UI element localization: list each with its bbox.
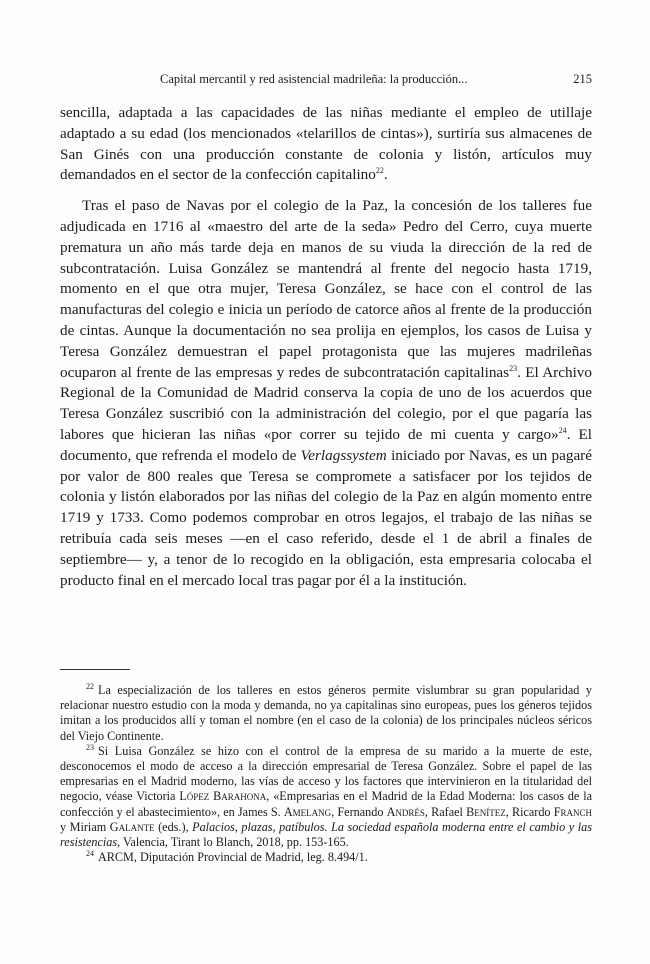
page-number: 215 bbox=[573, 72, 592, 86]
footnote-22-text: La especialización de los talleres en estos géneros permite vislumbrar su gran popularidad y relacionar nuestro estudio con la moda y demanda, no ya capitalinas sino europeas, pues los géneros tejidos imitan a los producidos allí y toman el nombre (en el caso de la colonia) de los principales núcleos séricos del Viejo Continente. bbox=[60, 683, 592, 743]
paragraph-1-end: . bbox=[383, 166, 388, 184]
footnote-22 bbox=[60, 683, 592, 744]
footnote-23-text-a: Si Luisa González se hizo con el control de la empresa de su marido a la muerte de este, desconocemos el modo de acceso a la dirección empresarial de Teresa González. Sobre el papel de las empresarias en el Madrid moderno, las vías de acceso y los factores que intervinieron en la titularidad del negocio, véase Victoria bbox=[60, 743, 592, 804]
footnote-separator bbox=[60, 669, 130, 670]
footnote-24 bbox=[60, 850, 592, 865]
footnote-23-text-h: Valencia, Tirant lo Blanch, 2018, pp. 153-165. bbox=[120, 835, 349, 850]
footnote-ref-23[interactable]: 23 bbox=[509, 363, 518, 373]
footnote-23-number: 23 bbox=[86, 742, 94, 752]
footnote-23-text-b: , «Empresarias en el Madrid de la Edad Moderna: los casos de la confección y el abastecimiento», en James S. bbox=[60, 789, 592, 819]
footnote-ref-22[interactable]: 22 bbox=[375, 166, 384, 176]
author-benitez: Benítez bbox=[466, 804, 506, 819]
footnote-23-text-e: , Ricardo bbox=[505, 804, 554, 819]
footnote-23 bbox=[60, 744, 592, 850]
footnote-24-number: 24 bbox=[86, 849, 94, 859]
footnote-22-number: 22 bbox=[86, 681, 94, 691]
author-amelang: Amelang bbox=[283, 804, 332, 819]
paragraph-1-text: sencilla, adaptada a las capacidades de las niñas mediante el empleo de utillaje adaptado a su edad (los mencionados «telarillos de cintas»), surtiría sus almacenes de San Ginés con una producción constante de colonia y listón, artículos muy demandados en el sector de la confección capitalino bbox=[60, 104, 592, 184]
footnote-23-text-f: y Miriam bbox=[60, 819, 110, 834]
term-verlagssystem: Verlagssystem bbox=[300, 446, 387, 464]
footnotes bbox=[60, 683, 592, 865]
footnote-23-text-d: , Rafael bbox=[424, 804, 467, 819]
paragraph-2 bbox=[60, 196, 592, 591]
body-text bbox=[60, 103, 592, 591]
book-title: Palacios, plazas, patíbulos. La sociedad española moderna entre el cambio y las resistencias, bbox=[60, 819, 592, 850]
author-andres: Andrés bbox=[386, 804, 425, 819]
footnote-24-text: ARCM, Diputación Provincial de Madrid, leg. 8.494/1. bbox=[98, 850, 368, 865]
footnote-ref-24[interactable]: 24 bbox=[558, 425, 567, 435]
paragraph-1 bbox=[60, 103, 592, 186]
running-title: Capital mercantil y red asistencial madrileña: la producción... bbox=[160, 72, 468, 86]
author-galante: Galante bbox=[109, 819, 155, 834]
paragraph-2-text-a: Tras el paso de Navas por el colegio de la Paz, la concesión de los talleres fue adjudicada en 1716 al «maestro del arte de la seda» Pedro del Cerro, cuya muerte prematura un año más tarde deja en manos de su viuda la dirección de la red de subcontratación. Luisa González se mantendrá al frente del negocio hasta 1719, momento en el que otra mujer, Teresa González, se hace con el control de las manufacturas del colegio e inicia un período de catorce años al frente de la producción de cintas. Aunque la documentación no sea prolija en ejemplos, los casos de Luisa y Teresa González demuestran el papel protagonista que las mujeres madrileñas ocuparon al frente de las empresas y redes de subcontratación capitalinas bbox=[60, 197, 592, 381]
footnote-23-text-g: (eds.), bbox=[154, 819, 193, 834]
author-franch: Franch bbox=[553, 804, 592, 819]
paragraph-2-text-c: . El documento, que refrenda el modelo de bbox=[60, 425, 593, 464]
footnote-23-text-c: , Fernando bbox=[331, 804, 387, 819]
paragraph-2-text-d: iniciado por Navas, es un pagaré por valor de 800 reales que Teresa se compromete a satisfacer por los tejidos de colonia y listón elaborados por las niñas del colegio de la Paz en algún momento entre 1719 y 1733. Como podemos comprobar en otros legajos, el trabajo de las niñas se retribuía cada seis meses —en el caso referido, desde el 1 de abril a finales de septiembre— y, a tenor de lo recogido en la obligación, esta empresaria colocaba el producto final en el mercado local tras pagar por él a la institución. bbox=[60, 446, 592, 589]
author-lopez-barahona: López Barahona bbox=[179, 789, 267, 804]
paragraph-2-text-b: . El Archivo Regional de la Comunidad de Madrid conserva la copia de uno de los acuerdos que Teresa González suscribió con la administración del colegio, por el que pagaría las labores que hicieran las niñas «por correr su tejido de mi cuenta y cargo» bbox=[60, 363, 592, 443]
